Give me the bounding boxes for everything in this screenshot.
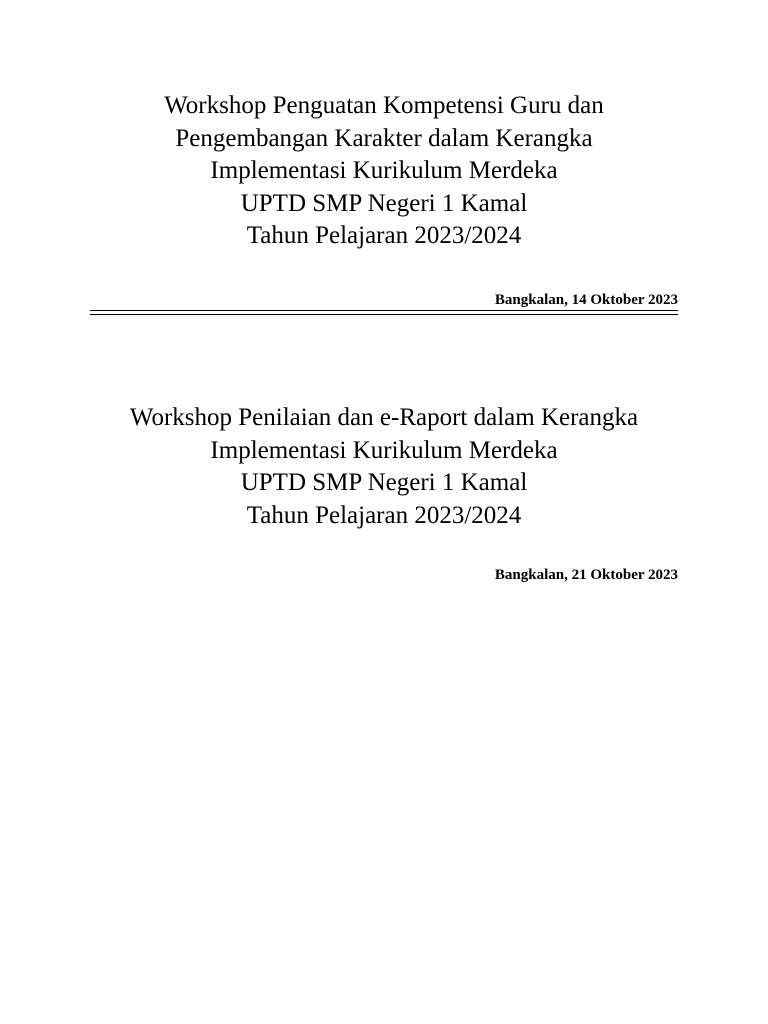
section-2-title-line: Implementasi Kurikulum Merdeka (210, 436, 558, 464)
section-2-date: Bangkalan, 21 Oktober 2023 (494, 567, 678, 583)
section-1-title-line: UPTD SMP Negeri 1 Kamal (240, 189, 528, 217)
section-2-title-line: UPTD SMP Negeri 1 Kamal (240, 469, 528, 496)
section-2-title-line: Tahun Pelajaran 2023/2024 (246, 501, 522, 529)
section-1-title-line: Pengembangan Karakter dalam Kerangka (175, 124, 593, 152)
section-1-title-line: Workshop Penguatan Kompetensi Guru dan (164, 92, 604, 119)
section-1-title (90, 90, 678, 253)
section-1-title-line: Tahun Pelajaran 2023/2024 (246, 222, 522, 249)
section-2-title (90, 402, 678, 532)
section-1-title-line: Implementasi Kurikulum Merdeka (210, 157, 558, 184)
section-1-date: Bangkalan, 14 Oktober 2023 (494, 292, 678, 308)
section-2-title-line: Workshop Penilaian dan e-Raport dalam Kerangka (129, 404, 639, 431)
section-divider (90, 310, 678, 315)
